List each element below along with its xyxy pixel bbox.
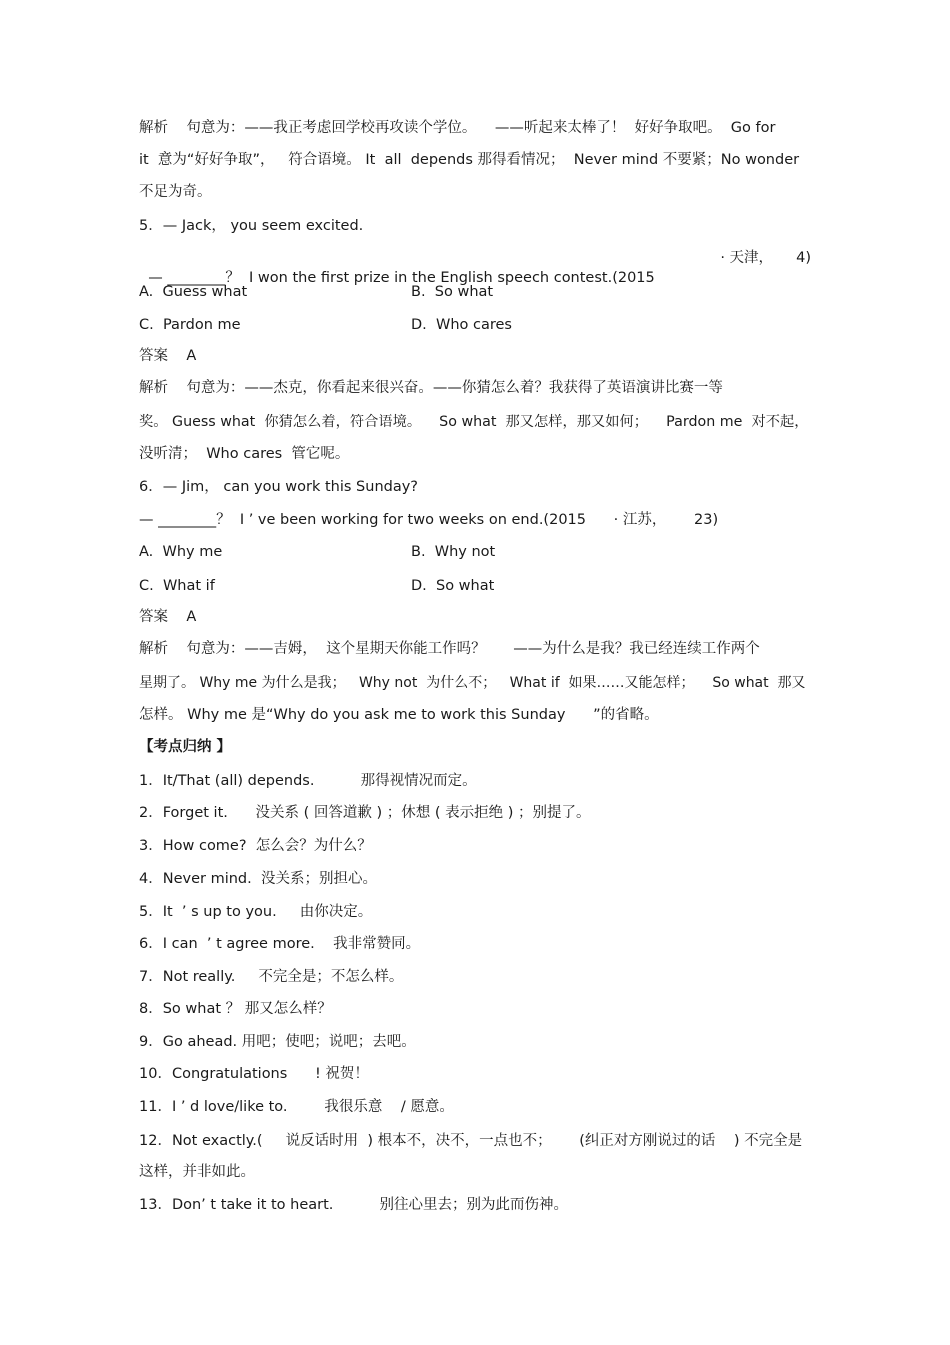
summary-item: 3．How come? 怎么会？为什么？ — [139, 838, 372, 854]
summary-item: 1．It/That (all) depends. 那得视情况而定。 — [139, 773, 477, 789]
analysis-line: 奖。 Guess what 你猜怎么着，符合语境。 So what 那又怎样，那又如何； Pardon me 对不起， — [139, 414, 809, 430]
question-6-prompt: — ________？ I ’ ve been working for two weeks on end.(2015 · 江苏， 23) — [139, 512, 719, 528]
question-6-stem: 6．— Jim， can you work this Sunday? — [139, 479, 418, 495]
question-5-line2 — [139, 248, 811, 286]
summary-item: 这样，并非如此。 — [139, 1164, 255, 1180]
question-5-stem: 5．— Jack， you seem excited. — [139, 218, 364, 234]
options-row — [139, 542, 811, 562]
option-a: A. Why me — [139, 544, 223, 560]
analysis-line: 解析 句意为：——杰克，你看起来很兴奋。——你猜怎么着？我获得了英语演讲比赛一等 — [139, 380, 723, 396]
summary-item: 10．Congratulations ! 祝贺！ — [139, 1066, 369, 1082]
summary-heading: 【考点归纳 】 — [139, 739, 232, 755]
analysis-line: 没听清； Who cares 管它呢。 — [139, 446, 350, 462]
summary-item: 9．Go ahead. 用吧；使吧；说吧；去吧。 — [139, 1034, 416, 1050]
analysis-line: 解析 句意为：——我正考虑回学校再攻读个学位。 ——听起来太棒了！ 好好争取吧。 Go for — [139, 120, 776, 136]
option-c: C. Pardon me — [139, 317, 241, 333]
analysis-line: 怎样。 Why me 是“Why do you ask me to work this Sunday ”的省略。 — [139, 707, 659, 723]
question-5-source: · 天津， 4) — [720, 250, 811, 266]
options-row — [139, 576, 811, 596]
options-row — [139, 315, 811, 335]
summary-item: 13．Don’ t take it to heart. 别往心里去；别为此而伤神。 — [139, 1197, 569, 1213]
question-5-prompt: — ________？ I won the first prize in the English speech contest.(2015 — [148, 270, 655, 286]
answer-line: 答案 A — [139, 348, 197, 364]
analysis-line: 不足为奇。 — [139, 184, 212, 200]
options-row — [139, 282, 811, 302]
option-d: D. Who cares — [411, 317, 512, 333]
option-b: B. Why not — [411, 544, 496, 560]
summary-item: 8．So what ？ 那又怎么样？ — [139, 1001, 332, 1017]
option-a: A. Guess what — [139, 284, 248, 300]
answer-line: 答案 A — [139, 609, 197, 625]
option-d: D. So what — [411, 578, 495, 594]
summary-item: 5．It ’ s up to you. 由你决定。 — [139, 904, 373, 920]
summary-item: 11．I ’ d love/like to. 我很乐意 / 愿意。 — [139, 1099, 454, 1115]
summary-item: 6．I can ’ t agree more. 我非常赞同。 — [139, 936, 421, 952]
summary-item: 12．Not exactly.( 说反话时用 ) 根本不，决不，一点也不； (纠正对方刚说过的话 ) 不完全是 — [139, 1133, 803, 1149]
analysis-line: 星期了。 Why me 为什么是我； Why not 为什么不； What if 如果……又能怎样； So what 那又 — [139, 675, 806, 691]
analysis-line: it 意为“好好争取”， 符合语境。 It all depends 那得看情况； Never mind 不要紧；No wonder — [139, 152, 800, 168]
summary-item: 4．Never mind. 没关系；别担心。 — [139, 871, 377, 887]
option-c: C. What if — [139, 578, 215, 594]
analysis-line: 解析 句意为：——吉姆， 这个星期天你能工作吗？ ——为什么是我？我已经连续工作两个 — [139, 641, 760, 657]
summary-item: 7．Not really. 不完全是；不怎么样。 — [139, 969, 404, 985]
summary-item: 2．Forget it. 没关系 ( 回答道歉 ) ；休想 ( 表示拒绝 ) ；别提了。 — [139, 805, 591, 821]
option-b: B. So what — [411, 284, 494, 300]
